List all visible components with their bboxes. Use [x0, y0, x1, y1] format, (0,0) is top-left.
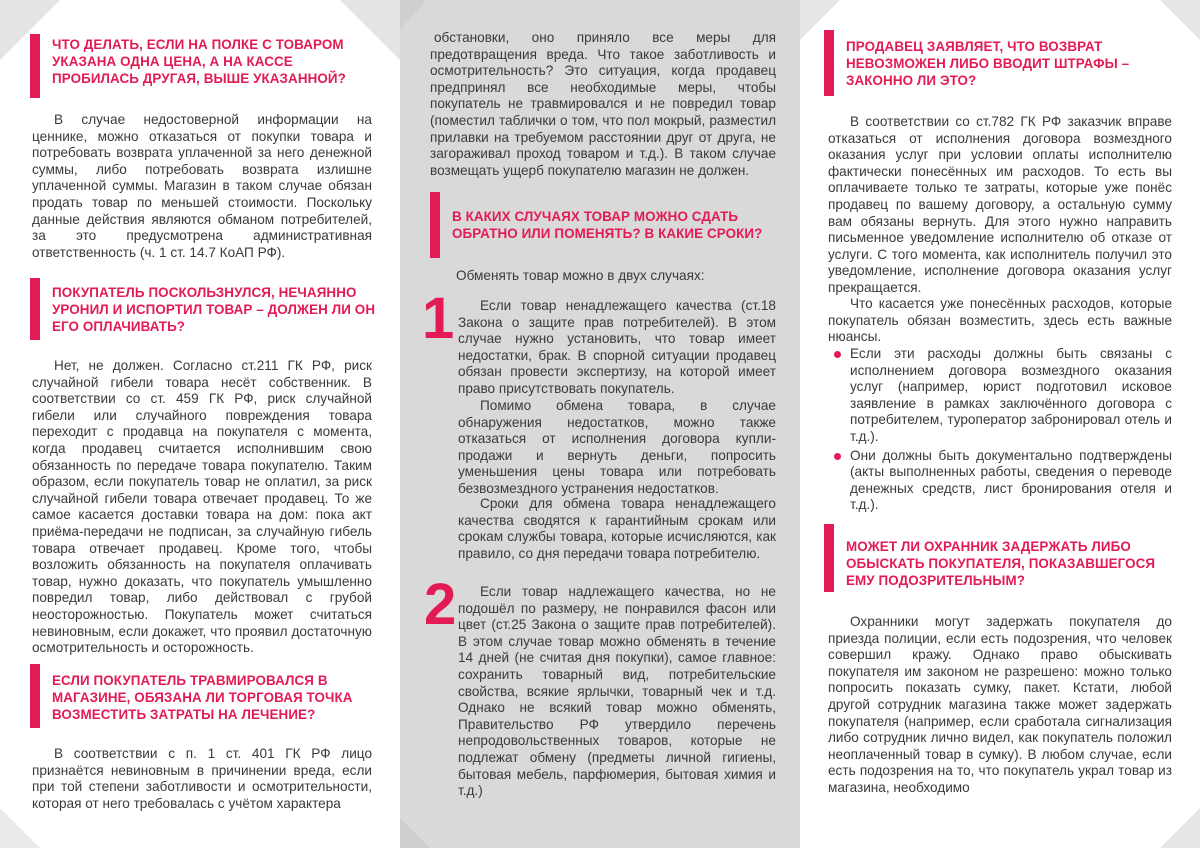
- heading-accent-bar: [430, 192, 440, 258]
- heading-text: ПРОДАВЕЦ ЗАЯВЛЯЕТ, ЧТО ВОЗВРАТ НЕВОЗМОЖЕН ЛИБО ВВОДИТ ШТРАФЫ – ЗАКОННО ЛИ ЭТО?: [846, 39, 1130, 88]
- paragraph-case-two: Если товар надлежащего качества, но не подошёл по размеру, не понравился фасон или цвет (ст.25 Закона о защите прав потребителей). В этом случае товар можно обменять в течение 14 дней (не считая дня покупки), самое главное: сохранить товарный вид, потребительские свойства, всякие ярлычки, товарный чек и т.д. Однако не всякий товар можно обменять, Правительство РФ утвердило перечень непродовольственных товаров, которые не подлежат обмену (предметы личной гигиены, бытовая мебель, парфюмерия, бытовая химия и т.д.): [458, 584, 776, 799]
- heading-accent-bar: [30, 34, 40, 98]
- heading-text: ЧТО ДЕЛАТЬ, ЕСЛИ НА ПОЛКЕ С ТОВАРОМ УКАЗАНА ОДНА ЦЕНА, А НА КАССЕ ПРОБИЛАСЬ ДРУГАЯ, ВЫШЕ УКАЗАННОЙ?: [52, 37, 346, 86]
- paragraph-damaged-goods: Нет, не должен. Согласно ст.211 ГК РФ, риск случайной гибели товара несёт собственник. В соответствии со ст. 459 ГК РФ, риск случайной гибели или случайного повреждения товара переходит с продавца на покупателя с момента, когда продавец считается исполнившим свою обязанность по передаче товара покупателю. Таким образом, если покупатель товар не оплатил, за риск случайной гибели товара отвечает продавец. То же самое касается доставки товара на дом: пока акт приёма-передачи не подписан, за случайную гибель товара отвечает продавец. Кроме того, чтобы возложить обязанность на покупателя оплачивать товар, нужно доказать, что покупатель умышленно повредил товар, либо действовал с грубой неосторожностью. Покупатель может считаться невиновным, если докажет, что проявил достаточную осмотрительность и осторожность.: [32, 358, 372, 656]
- bullet-dot-icon: [834, 453, 841, 460]
- heading-return-exchange: [430, 192, 785, 258]
- bullet-dot-icon: [834, 351, 841, 358]
- heading-accent-bar: [30, 278, 40, 340]
- heading-price-mismatch: [30, 34, 380, 98]
- list-item: [828, 346, 1172, 446]
- heading-accent-bar: [824, 30, 834, 96]
- heading-damaged-goods: [30, 278, 380, 340]
- column-left: [0, 0, 400, 848]
- paragraph-case-one-terms: Сроки для обмена товара ненадлежащего качества сводятся к гарантийным срокам или срокам службы товара, которые исчисляются, как правило, со дня передачи товара потребителю.: [458, 496, 776, 561]
- paragraph-exchange-intro: Обменять товар можно в двух случаях:: [456, 268, 705, 283]
- heading-text: ЕСЛИ ПОКУПАТЕЛЬ ТРАВМИРОВАЛСЯ В МАГАЗИНЕ, ОБЯЗАНА ЛИ ТОРГОВАЯ ТОЧКА ВОЗМЕСТИТЬ ЗАТРАТЫ НА ЛЕЧЕНИЕ?: [52, 673, 353, 722]
- list-item: [828, 448, 1172, 514]
- heading-refund-penalties: [824, 30, 1180, 96]
- heading-text: ПОКУПАТЕЛЬ ПОСКОЛЬЗНУЛСЯ, НЕЧАЯННО УРОНИЛ И ИСПОРТИЛ ТОВАР – ДОЛЖЕН ЛИ ОН ЕГО ОПЛАЧИВАТЬ?: [52, 285, 376, 334]
- paragraph-refund-law: В соответствии со ст.782 ГК РФ заказчик вправе отказаться от исполнения договора возмездного оказания услуг при условии оплаты исполнителю фактически понесённых им расходов. То есть вы оплачиваете только те затраты, которые уже понёс продавец по вашему договору, а остальную сумму вам обязаны вернуть. Для этого нужно направить письменное уведомление исполнителю об отказе от услуги. С того момента, как исполнитель получил это уведомление, исполнение договора оказания услуг прекращается.: [828, 114, 1172, 295]
- paragraph-expenses-intro: Что касается уже понесённых расходов, которые покупатель обязан возместить, здесь есть важные нюансы.: [828, 296, 1172, 345]
- number-two: 2: [424, 572, 457, 637]
- paragraph-continued-care: обстановки, оно приняло все меры для предотвращения вреда. Что такое заботливость и осмотрительность? Это ситуация, когда продавец предпринял все необходимые меры, чтобы покупатель не травмировался и не повредил товар (поместил таблички о том, что пол мокрый, разместил прилавки на требуемом расстоянии друг от друга, не загораживал проход товаром и т.д.). В таком случае возмещать ущерб покупателю магазин не должен.: [430, 30, 776, 178]
- paragraph-security-guard: Охранники могут задержать покупателя до приезда полиции, если есть подозрения, что человек совершил кражу. Однако право обыскивать покупателя им законом не разрешено: можно только попросить показать сумку, пакет. Кстати, любой другой сотрудник магазина также может задержать покупателя (например, если сработала сигнализация либо сотрудник лично видел, как покупатель положил неоплаченный товар в сумку). В любом случае, если есть подозрения на то, что покупатель украл товар из магазина, необходимо: [828, 614, 1172, 795]
- paragraph-injury-in-store: В соответствии с п. 1 ст. 401 ГК РФ лицо признаётся невиновным в причинении вреда, если при той степени заботливости и осмотрительности, которая от него требовалась с учётом характера: [32, 746, 372, 811]
- list-item-text: Если эти расходы должны быть связаны с исполнением договора возмездного оказания услуг (например, юрист подготовил исковое заявление в рамках заключённого договора с потребителем, туроператор забронировал отель и т.д.).: [850, 346, 1172, 444]
- expenses-bullet-list: [828, 346, 1172, 516]
- column-right: [800, 0, 1200, 848]
- heading-text: В КАКИХ СЛУЧАЯХ ТОВАР МОЖНО СДАТЬ ОБРАТНО ИЛИ ПОМЕНЯТЬ? В КАКИЕ СРОКИ?: [452, 209, 763, 241]
- heading-accent-bar: [30, 664, 40, 728]
- heading-injury-in-store: [30, 664, 380, 728]
- heading-security-guard: [824, 524, 1180, 592]
- paragraph-price-mismatch: В случае недостоверной информации на ценнике, можно отказаться от покупки товара и потребовать возврата уплаченной за него денежной суммы, либо потребовать возврата излишне уплаченной суммы. Магазин в таком случае обязан продать товар по меньшей стоимости. Поскольку данные действия являются обманом потребителей, за это предусмотрена административная ответственность (ч. 1 ст. 14.7 КоАП РФ).: [32, 112, 372, 260]
- heading-accent-bar: [824, 524, 834, 592]
- paragraph-case-one-options: Помимо обмена товара, в случае обнаружения недостатков, можно также отказаться от исполнения договора купли-продажи и вернуть деньги, попросить уменьшения цены товара или потребовать безвозмездного устранения недостатков.: [458, 398, 776, 496]
- heading-text: МОЖЕТ ЛИ ОХРАННИК ЗАДЕРЖАТЬ ЛИБО ОБЫСКАТЬ ПОКУПАТЕЛЯ, ПОКАЗАВШЕГОСЯ ЕМУ ПОДОЗРИТЕЛЬНЫМ?: [846, 539, 1156, 588]
- column-middle: [400, 0, 800, 848]
- number-one: 1: [422, 286, 455, 351]
- list-item-text: Они должны быть документально подтверждены (акты выполненных работы, сведения о переводе денежных средств, лист бронирования отеля и т.д.).: [850, 447, 1172, 513]
- paragraph-case-one: Если товар ненадлежащего качества (ст.18 Закона о защите прав потребителей). В этом случае нужно установить, что товар имеет недостатки, брак. В спорной ситуации продавец обязан провести экспертизу, на которой имеет право присутствовать покупатель.: [458, 298, 776, 396]
